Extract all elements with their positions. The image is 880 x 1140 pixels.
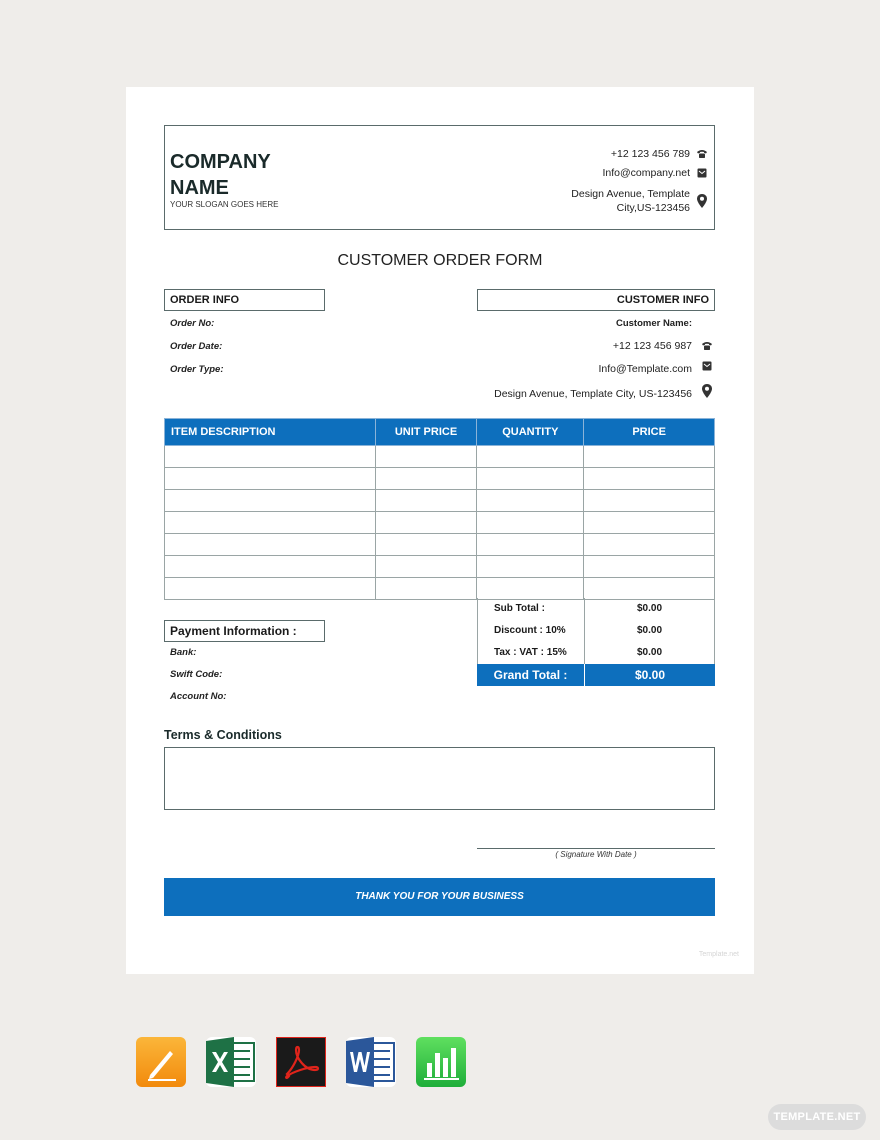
- table-cell[interactable]: [477, 446, 584, 468]
- table-cell[interactable]: [165, 512, 376, 534]
- header-price: PRICE: [584, 419, 715, 446]
- order-date-label: Order Date:: [170, 341, 223, 352]
- customer-phone: +12 123 456 987: [612, 340, 692, 352]
- table-cell[interactable]: [375, 556, 477, 578]
- table-cell[interactable]: [165, 556, 376, 578]
- items-table-header: [165, 419, 715, 446]
- header-item-description: ITEM DESCRIPTION: [165, 419, 376, 446]
- location-pin-icon: [701, 383, 713, 399]
- header-quantity: QUANTITY: [477, 419, 584, 446]
- phone-icon: [701, 340, 713, 352]
- discount-row: [477, 620, 715, 642]
- terms-title: Terms & Conditions: [164, 728, 282, 742]
- table-cell[interactable]: [477, 490, 584, 512]
- bank-label: Bank:: [170, 647, 197, 658]
- table-cell[interactable]: [165, 490, 376, 512]
- subtotal-value: $0.00: [584, 598, 715, 620]
- table-cell[interactable]: [477, 512, 584, 534]
- table-row: [165, 556, 715, 578]
- table-cell[interactable]: [584, 534, 715, 556]
- table-cell[interactable]: [584, 490, 715, 512]
- discount-label: Discount : 10%: [477, 620, 584, 642]
- table-cell[interactable]: [477, 534, 584, 556]
- table-cell[interactable]: [584, 468, 715, 490]
- payment-info-heading: Payment Information :: [164, 620, 325, 642]
- signature-line: [477, 848, 715, 849]
- table-cell[interactable]: [165, 446, 376, 468]
- table-cell[interactable]: [165, 578, 376, 600]
- table-cell[interactable]: [375, 468, 477, 490]
- table-cell[interactable]: [375, 490, 477, 512]
- account-no-label: Account No:: [170, 691, 227, 702]
- table-row: [165, 490, 715, 512]
- header-unit-price: UNIT PRICE: [375, 419, 477, 446]
- customer-name-label: Customer Name:: [615, 318, 692, 329]
- tax-value: $0.00: [584, 642, 715, 664]
- table-row: [165, 578, 715, 600]
- table-cell[interactable]: [165, 534, 376, 556]
- table-cell[interactable]: [375, 512, 477, 534]
- table-cell[interactable]: [165, 468, 376, 490]
- company-address: Design Avenue, Template City,US-123456: [571, 188, 690, 214]
- table-cell[interactable]: [584, 578, 715, 600]
- customer-email: Info@Template.com: [598, 363, 692, 375]
- items-table: [164, 418, 715, 600]
- table-cell[interactable]: [477, 468, 584, 490]
- table-cell[interactable]: [584, 556, 715, 578]
- table-cell[interactable]: [375, 446, 477, 468]
- swift-code-label: Swift Code:: [170, 669, 223, 680]
- discount-value: $0.00: [584, 620, 715, 642]
- pages-icon[interactable]: [136, 1037, 186, 1087]
- company-name: COMPANY NAME: [170, 151, 271, 199]
- tax-row: [477, 642, 715, 664]
- company-header: [164, 125, 715, 230]
- company-phone: +12 123 456 789: [610, 148, 690, 160]
- envelope-icon: [701, 360, 713, 372]
- form-title: CUSTOMER ORDER FORM: [337, 252, 543, 269]
- table-cell[interactable]: [375, 534, 477, 556]
- table-row: [165, 534, 715, 556]
- table-cell[interactable]: [584, 512, 715, 534]
- signature-caption: ( Signature With Date ): [555, 850, 637, 859]
- phone-icon: [696, 148, 708, 160]
- envelope-icon: [696, 167, 708, 179]
- subtotal-label: Sub Total :: [477, 598, 584, 620]
- customer-info-heading: CUSTOMER INFO: [477, 289, 715, 311]
- table-cell[interactable]: [584, 446, 715, 468]
- table-cell[interactable]: [375, 578, 477, 600]
- grand-total-label: Grand Total :: [493, 668, 568, 682]
- order-form-page: [126, 87, 754, 974]
- location-pin-icon: [696, 193, 708, 209]
- pdf-icon[interactable]: [276, 1037, 326, 1087]
- thank-you-banner: THANK YOU FOR YOUR BUSINESS: [164, 878, 715, 916]
- excel-icon[interactable]: [206, 1037, 256, 1087]
- subtotal-row: [477, 598, 715, 620]
- tax-label: Tax : VAT : 15%: [477, 642, 584, 664]
- table-cell[interactable]: [477, 578, 584, 600]
- grand-total-row: [477, 664, 715, 686]
- order-no-label: Order No:: [170, 318, 215, 329]
- watermark: Template.net: [698, 951, 739, 958]
- terms-box[interactable]: [164, 747, 715, 810]
- order-type-label: Order Type:: [170, 364, 224, 375]
- table-row: [165, 512, 715, 534]
- numbers-icon[interactable]: [416, 1037, 466, 1087]
- template-net-badge[interactable]: TEMPLATE.NET: [768, 1104, 866, 1130]
- table-row: [165, 446, 715, 468]
- order-info-heading: ORDER INFO: [164, 289, 325, 311]
- company-email: Info@company.net: [602, 167, 690, 179]
- word-icon[interactable]: [346, 1037, 396, 1087]
- company-slogan: YOUR SLOGAN GOES HERE: [170, 200, 279, 209]
- table-cell[interactable]: [477, 556, 584, 578]
- grand-total-value: $0.00: [584, 664, 715, 686]
- table-row: [165, 468, 715, 490]
- customer-address: Design Avenue, Template City, US-123456: [494, 388, 692, 400]
